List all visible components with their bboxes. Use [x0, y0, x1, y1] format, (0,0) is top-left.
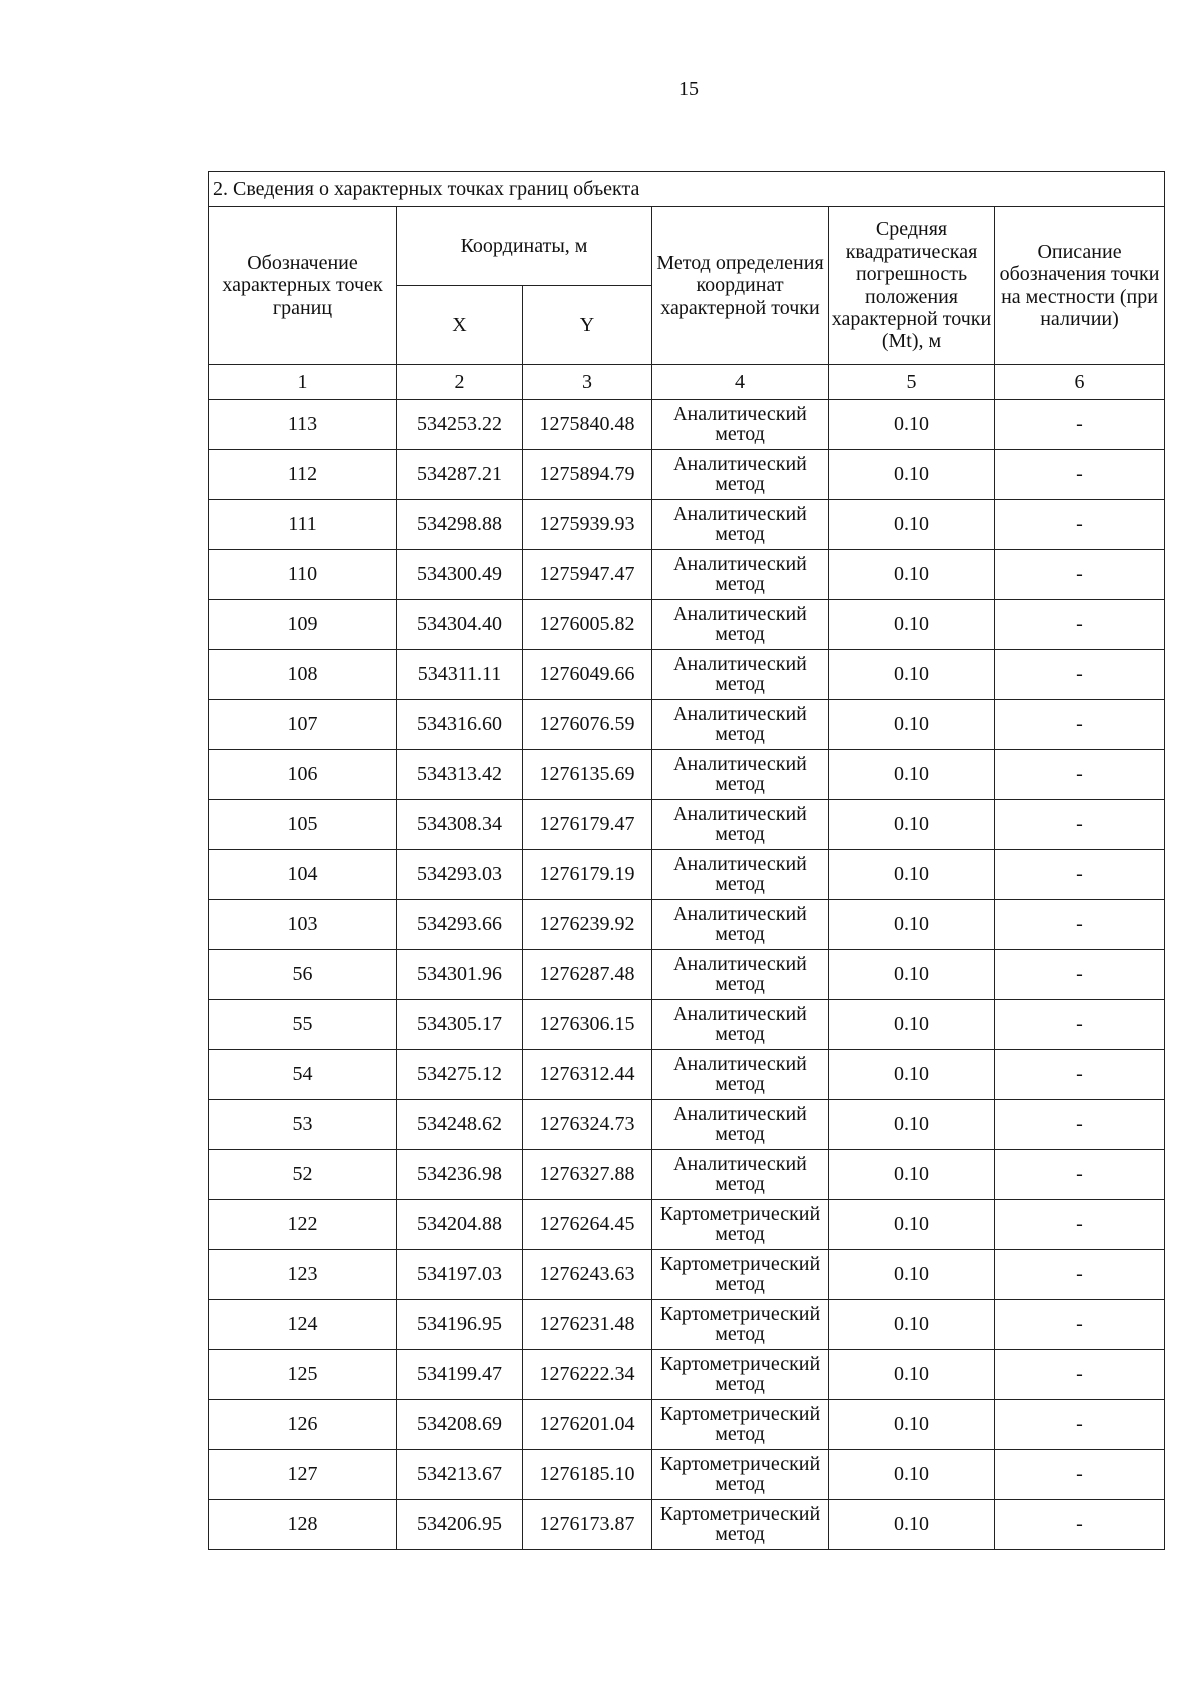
x-cell: 534236.98	[397, 1150, 523, 1200]
method-cell	[652, 550, 829, 600]
method-label: Аналитический метод	[673, 852, 807, 895]
method-cell	[652, 600, 829, 650]
method-cell	[652, 650, 829, 700]
x-cell: 534213.67	[397, 1450, 523, 1500]
y-cell: 1276076.59	[523, 700, 652, 750]
description-cell: -	[995, 650, 1165, 700]
description-cell: -	[995, 1050, 1165, 1100]
description-cell: -	[995, 450, 1165, 500]
method-cell	[652, 1300, 829, 1350]
method-cell	[652, 1000, 829, 1050]
point-cell: 109	[209, 600, 397, 650]
header-coordinates: Координаты, м	[397, 207, 652, 286]
error-cell: 0.10	[829, 700, 995, 750]
error-cell: 0.10	[829, 750, 995, 800]
x-cell: 534293.66	[397, 900, 523, 950]
column-number: 2	[397, 365, 523, 400]
description-cell: -	[995, 750, 1165, 800]
description-cell: -	[995, 1250, 1165, 1300]
method-cell	[652, 1400, 829, 1450]
y-cell: 1276287.48	[523, 950, 652, 1000]
method-label: Аналитический метод	[673, 1152, 807, 1195]
point-cell: 113	[209, 400, 397, 450]
point-cell: 103	[209, 900, 397, 950]
method-cell	[652, 1050, 829, 1100]
y-cell: 1276327.88	[523, 1150, 652, 1200]
method-cell	[652, 1100, 829, 1150]
y-cell: 1275947.47	[523, 550, 652, 600]
table-row	[209, 1500, 1165, 1550]
x-cell: 534287.21	[397, 450, 523, 500]
table-row	[209, 900, 1165, 950]
table-row	[209, 500, 1165, 550]
column-number-row	[209, 365, 1165, 400]
x-cell: 534298.88	[397, 500, 523, 550]
x-cell: 534304.40	[397, 600, 523, 650]
error-cell: 0.10	[829, 1300, 995, 1350]
error-cell: 0.10	[829, 1350, 995, 1400]
y-cell: 1276239.92	[523, 900, 652, 950]
table-row	[209, 1000, 1165, 1050]
error-cell: 0.10	[829, 600, 995, 650]
error-cell: 0.10	[829, 1000, 995, 1050]
y-cell: 1276135.69	[523, 750, 652, 800]
point-cell: 105	[209, 800, 397, 850]
header-description: Описание обозначения точки на местности (при наличии)	[995, 207, 1165, 365]
method-label: Аналитический метод	[673, 902, 807, 945]
table-row	[209, 850, 1165, 900]
x-cell: 534253.22	[397, 400, 523, 450]
x-cell: 534197.03	[397, 1250, 523, 1300]
description-cell: -	[995, 1150, 1165, 1200]
table-row	[209, 1100, 1165, 1150]
y-cell: 1276179.19	[523, 850, 652, 900]
method-label: Аналитический метод	[673, 552, 807, 595]
error-cell: 0.10	[829, 950, 995, 1000]
method-cell	[652, 1150, 829, 1200]
x-cell: 534196.95	[397, 1300, 523, 1350]
y-cell: 1276231.48	[523, 1300, 652, 1350]
table-row	[209, 1450, 1165, 1500]
x-cell: 534300.49	[397, 550, 523, 600]
error-cell: 0.10	[829, 400, 995, 450]
description-cell: -	[995, 800, 1165, 850]
table-row	[209, 750, 1165, 800]
error-cell: 0.10	[829, 1500, 995, 1550]
error-cell: 0.10	[829, 650, 995, 700]
table-row	[209, 400, 1165, 450]
point-cell: 128	[209, 1500, 397, 1550]
error-cell: 0.10	[829, 1450, 995, 1500]
method-cell	[652, 900, 829, 950]
description-cell: -	[995, 1100, 1165, 1150]
point-cell: 55	[209, 1000, 397, 1050]
error-cell: 0.10	[829, 500, 995, 550]
method-label: Аналитический метод	[673, 952, 807, 995]
error-cell: 0.10	[829, 900, 995, 950]
y-cell: 1276306.15	[523, 1000, 652, 1050]
y-cell: 1276049.66	[523, 650, 652, 700]
y-cell: 1276179.47	[523, 800, 652, 850]
table-body	[209, 400, 1165, 1550]
error-cell: 0.10	[829, 450, 995, 500]
table-row	[209, 1350, 1165, 1400]
x-cell: 534208.69	[397, 1400, 523, 1450]
y-cell: 1276324.73	[523, 1100, 652, 1150]
method-label: Аналитический метод	[673, 752, 807, 795]
method-cell	[652, 450, 829, 500]
point-cell: 107	[209, 700, 397, 750]
description-cell: -	[995, 950, 1165, 1000]
method-cell	[652, 400, 829, 450]
point-cell: 123	[209, 1250, 397, 1300]
y-cell: 1275894.79	[523, 450, 652, 500]
error-cell: 0.10	[829, 1250, 995, 1300]
point-cell: 122	[209, 1200, 397, 1250]
table-row	[209, 1250, 1165, 1300]
method-label: Картометрический метод	[659, 1352, 821, 1395]
column-number: 1	[209, 365, 397, 400]
y-cell: 1276185.10	[523, 1450, 652, 1500]
point-cell: 126	[209, 1400, 397, 1450]
method-label: Аналитический метод	[673, 1052, 807, 1095]
point-cell: 127	[209, 1450, 397, 1500]
x-cell: 534305.17	[397, 1000, 523, 1050]
table-row	[209, 550, 1165, 600]
table-row	[209, 1150, 1165, 1200]
y-cell: 1275939.93	[523, 500, 652, 550]
y-cell: 1276222.34	[523, 1350, 652, 1400]
description-cell: -	[995, 700, 1165, 750]
y-cell: 1276201.04	[523, 1400, 652, 1450]
description-cell: -	[995, 900, 1165, 950]
error-cell: 0.10	[829, 1150, 995, 1200]
point-cell: 54	[209, 1050, 397, 1100]
description-cell: -	[995, 400, 1165, 450]
description-cell: -	[995, 1200, 1165, 1250]
method-label: Аналитический метод	[673, 1002, 807, 1045]
y-cell: 1276264.45	[523, 1200, 652, 1250]
x-cell: 534311.11	[397, 650, 523, 700]
method-label: Аналитический метод	[673, 1102, 807, 1145]
description-cell: -	[995, 500, 1165, 550]
x-cell: 534204.88	[397, 1200, 523, 1250]
description-cell: -	[995, 600, 1165, 650]
method-cell	[652, 1250, 829, 1300]
method-label: Аналитический метод	[673, 702, 807, 745]
error-cell: 0.10	[829, 850, 995, 900]
x-cell: 534308.34	[397, 800, 523, 850]
method-label: Картометрический метод	[659, 1402, 821, 1445]
method-cell	[652, 800, 829, 850]
point-cell: 111	[209, 500, 397, 550]
method-cell	[652, 1450, 829, 1500]
method-label: Аналитический метод	[673, 602, 807, 645]
method-label: Аналитический метод	[673, 402, 807, 445]
header-y: Y	[523, 286, 652, 365]
point-cell: 106	[209, 750, 397, 800]
page-number: 15	[679, 78, 699, 100]
table-row	[209, 1050, 1165, 1100]
method-cell	[652, 950, 829, 1000]
y-cell: 1275840.48	[523, 400, 652, 450]
method-label: Картометрический метод	[659, 1302, 821, 1345]
method-label: Аналитический метод	[673, 452, 807, 495]
y-cell: 1276243.63	[523, 1250, 652, 1300]
point-cell: 125	[209, 1350, 397, 1400]
x-cell: 534316.60	[397, 700, 523, 750]
table-row	[209, 700, 1165, 750]
method-cell	[652, 700, 829, 750]
table-row	[209, 1300, 1165, 1350]
method-label: Картометрический метод	[659, 1502, 821, 1545]
header-method: Метод определения координат характерной точки	[652, 207, 829, 365]
header-designation: Обозначение характерных точек границ	[209, 207, 397, 365]
column-number: 5	[829, 365, 995, 400]
x-cell: 534301.96	[397, 950, 523, 1000]
method-label: Аналитический метод	[673, 502, 807, 545]
method-label: Картометрический метод	[659, 1452, 821, 1495]
point-cell: 110	[209, 550, 397, 600]
method-cell	[652, 1500, 829, 1550]
x-cell: 534275.12	[397, 1050, 523, 1100]
point-cell: 108	[209, 650, 397, 700]
table-row	[209, 1400, 1165, 1450]
error-cell: 0.10	[829, 1100, 995, 1150]
description-cell: -	[995, 1350, 1165, 1400]
description-cell: -	[995, 850, 1165, 900]
description-cell: -	[995, 550, 1165, 600]
boundary-points-table	[208, 171, 1165, 1550]
column-number: 6	[995, 365, 1165, 400]
error-cell: 0.10	[829, 1400, 995, 1450]
point-cell: 52	[209, 1150, 397, 1200]
x-cell: 534293.03	[397, 850, 523, 900]
error-cell: 0.10	[829, 800, 995, 850]
column-number: 3	[523, 365, 652, 400]
method-cell	[652, 850, 829, 900]
header-x: X	[397, 286, 523, 365]
method-label: Картометрический метод	[659, 1202, 821, 1245]
method-label: Аналитический метод	[673, 652, 807, 695]
error-cell: 0.10	[829, 550, 995, 600]
description-cell: -	[995, 1000, 1165, 1050]
table-row	[209, 600, 1165, 650]
table-row	[209, 450, 1165, 500]
method-label: Картометрический метод	[659, 1252, 821, 1295]
description-cell: -	[995, 1400, 1165, 1450]
x-cell: 534248.62	[397, 1100, 523, 1150]
description-cell: -	[995, 1300, 1165, 1350]
point-cell: 124	[209, 1300, 397, 1350]
x-cell: 534206.95	[397, 1500, 523, 1550]
point-cell: 53	[209, 1100, 397, 1150]
y-cell: 1276173.87	[523, 1500, 652, 1550]
point-cell: 104	[209, 850, 397, 900]
x-cell: 534313.42	[397, 750, 523, 800]
error-cell: 0.10	[829, 1050, 995, 1100]
method-cell	[652, 1200, 829, 1250]
table-caption: 2. Сведения о характерных точках границ объекта	[209, 172, 1165, 207]
table-row	[209, 950, 1165, 1000]
point-cell: 112	[209, 450, 397, 500]
table-row	[209, 1200, 1165, 1250]
column-number: 4	[652, 365, 829, 400]
table-row	[209, 800, 1165, 850]
y-cell: 1276005.82	[523, 600, 652, 650]
table-row	[209, 650, 1165, 700]
description-cell: -	[995, 1450, 1165, 1500]
header-error: Средняя квадратическая погрешность положения характерной точки (Mt), м	[829, 207, 995, 365]
method-label: Аналитический метод	[673, 802, 807, 845]
method-cell	[652, 750, 829, 800]
x-cell: 534199.47	[397, 1350, 523, 1400]
method-cell	[652, 1350, 829, 1400]
point-cell: 56	[209, 950, 397, 1000]
description-cell: -	[995, 1500, 1165, 1550]
method-cell	[652, 500, 829, 550]
y-cell: 1276312.44	[523, 1050, 652, 1100]
error-cell: 0.10	[829, 1200, 995, 1250]
